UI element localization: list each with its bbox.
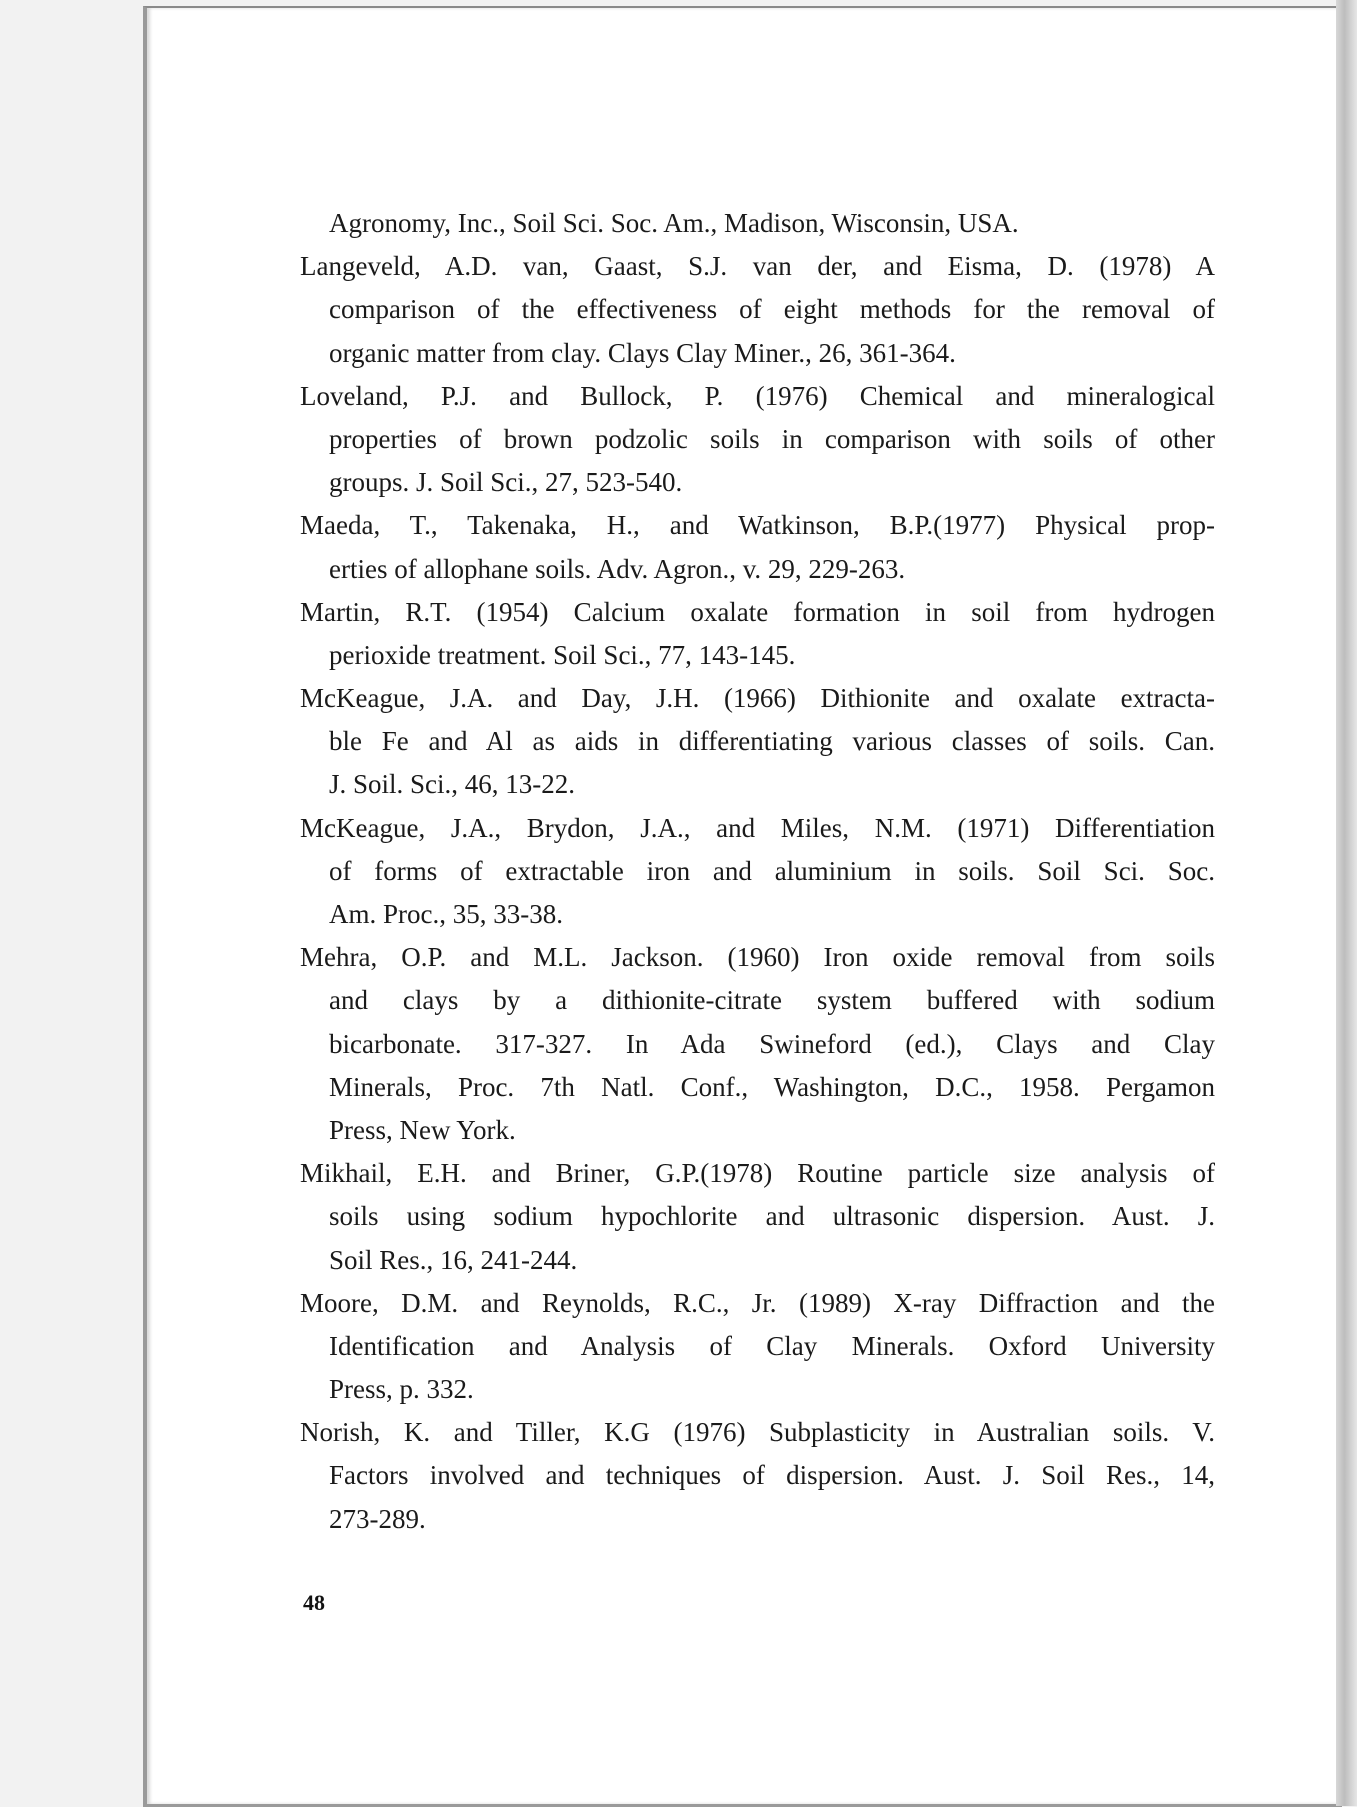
reference-line: J. Soil. Sci., 46, 13-22. xyxy=(329,769,576,800)
reference-line: Am. Proc., 35, 33-38. xyxy=(329,899,563,929)
reference-line: soils using sodium hypochlorite and ultrasonic dispersion. Aust. J. xyxy=(329,1201,1215,1232)
reference-line: Moore, D.M. and Reynolds, R.C., Jr. (1989) X-ray Diffraction and the xyxy=(300,1287,1215,1318)
reference-entry xyxy=(300,375,1215,505)
reference-entry xyxy=(300,504,1215,590)
reference-line: and clays by a dithionite-citrate system buffered with sodium xyxy=(329,985,1215,1016)
reference-line: Maeda, T., Takenaka, H., and Watkinson, B.P.(1977) Physical prop- xyxy=(300,510,1215,541)
reference-line: Norish, K. and Tiller, K.G (1976) Subplasticity in Australian soils. V. xyxy=(300,1417,1215,1448)
reference-line: Factors involved and techniques of dispersion. Aust. J. Soil Res., 14, xyxy=(329,1460,1215,1491)
reference-entry xyxy=(300,1152,1215,1282)
reference-line: organic matter from clay. Clays Clay Miner., 26, 361-364. xyxy=(329,337,956,368)
reference-line: Martin, R.T. (1954) Calcium oxalate formation in soil from hydrogen xyxy=(300,596,1215,627)
page-number: 48 xyxy=(303,1590,325,1615)
reference-line: Loveland, P.J. and Bullock, P. (1976) Chemical and mineralogical xyxy=(300,380,1215,411)
reference-line: McKeague, J.A., Brydon, J.A., and Miles, N.M. (1971) Differentiation xyxy=(300,812,1215,843)
reference-line: bicarbonate. 317-327. In Ada Swineford (ed.), Clays and Clay xyxy=(329,1028,1215,1059)
reference-entry xyxy=(300,936,1215,1152)
reference-line: Agronomy, Inc., Soil Sci. Soc. Am., Madison, Wisconsin, USA. xyxy=(329,208,1019,238)
reference-line: groups. J. Soil Sci., 27, 523-540. xyxy=(329,467,683,498)
reference-entry xyxy=(300,807,1215,937)
reference-line: McKeague, J.A. and Day, J.H. (1966) Dithionite and oxalate extracta- xyxy=(300,683,1215,714)
reference-line: Identification and Analysis of Clay Minerals. Oxford University xyxy=(329,1330,1215,1361)
reference-entry xyxy=(300,1282,1215,1412)
reference-line: 273-289. xyxy=(329,1503,426,1534)
reference-line: comparison of the effectiveness of eight methods for the removal of xyxy=(329,294,1215,325)
reference-entry xyxy=(300,591,1215,677)
reference-list xyxy=(300,202,1215,1541)
reference-line: Press, New York. xyxy=(329,1114,516,1145)
reference-entry xyxy=(300,677,1215,807)
page-edge-shadow xyxy=(1336,0,1357,1806)
reference-line: perioxide treatment. Soil Sci., 77, 143-145. xyxy=(329,639,796,670)
reference-line: Mehra, O.P. and M.L. Jackson. (1960) Iron oxide removal from soils xyxy=(300,942,1215,973)
reference-line: Mikhail, E.H. and Briner, G.P.(1978) Routine particle size analysis of xyxy=(300,1158,1215,1189)
reference-line: Press, p. 332. xyxy=(329,1374,474,1405)
reference-entry xyxy=(300,245,1215,375)
reference-line: properties of brown podzolic soils in comparison with soils of other xyxy=(329,423,1215,454)
reference-line: of forms of extractable iron and aluminium in soils. Soil Sci. Soc. xyxy=(329,855,1215,886)
reference-line: Minerals, Proc. 7th Natl. Conf., Washington, D.C., 1958. Pergamon xyxy=(329,1071,1215,1102)
reference-entry xyxy=(300,202,1215,245)
reference-line: erties of allophane soils. Adv. Agron., v. 29, 229-263. xyxy=(329,553,906,584)
reference-entry xyxy=(300,1411,1215,1541)
reference-line: Soil Res., 16, 241-244. xyxy=(329,1244,578,1275)
reference-line: ble Fe and Al as aids in differentiating various classes of soils. Can. xyxy=(329,726,1215,757)
reference-line: Langeveld, A.D. van, Gaast, S.J. van der, and Eisma, D. (1978) A xyxy=(300,251,1215,282)
